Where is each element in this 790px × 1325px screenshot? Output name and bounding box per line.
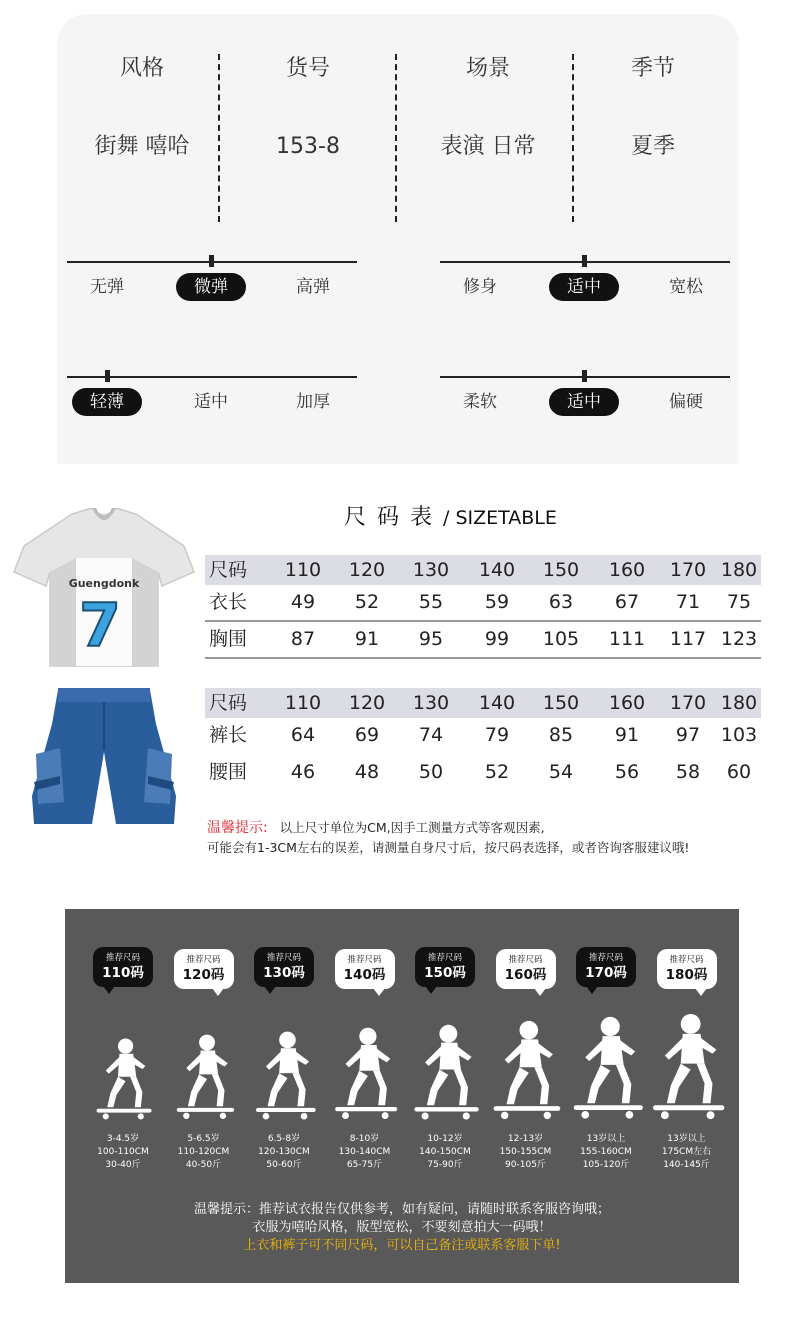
recommend-age: 6.5-8岁 <box>267 1134 301 1144</box>
size-recommend-info <box>325 1133 405 1172</box>
table-cell: 裤长 <box>208 724 247 746</box>
jersey-text: Guengdonk <box>68 577 140 590</box>
table-cell: 52 <box>484 761 510 783</box>
measurement-tip <box>207 818 767 858</box>
scale-option: 加厚 <box>296 392 330 412</box>
divider <box>572 54 574 222</box>
recommend-height: 175CM左右 <box>661 1147 712 1157</box>
table-cell: 63 <box>548 591 574 613</box>
bubble-tail <box>425 986 437 994</box>
divider <box>395 54 397 222</box>
recommend-height: 155-160CM <box>580 1147 632 1157</box>
recommend-height: 100-110CM <box>97 1147 149 1157</box>
table-cell: 55 <box>418 591 444 613</box>
table-header-cell: 170 <box>669 692 707 714</box>
shorts-image <box>30 684 178 832</box>
scale-option: 轻薄 <box>72 388 142 416</box>
bubble-tag: 推荐尺码 <box>266 953 301 963</box>
table-cell: 59 <box>484 591 510 613</box>
table-cell: 71 <box>675 591 701 613</box>
table-cell: 91 <box>354 628 380 650</box>
scale-marker <box>582 255 587 267</box>
bubble-tag: 推荐尺码 <box>588 953 623 963</box>
scale-option: 柔软 <box>463 392 497 412</box>
table-cell: 87 <box>290 628 316 650</box>
bubble-tag: 推荐尺码 <box>347 955 382 965</box>
attribute-value: 街舞 嘻哈 <box>94 134 190 159</box>
recommend-weight: 65-75斤 <box>346 1160 383 1170</box>
recommend-weight: 30-40斤 <box>105 1160 141 1170</box>
table-cell: 60 <box>726 761 752 783</box>
recommend-note-line: 温馨提示：推荐试衣报告仅供参考，如有疑问，请随时联系客服咨询哦； <box>193 1202 610 1217</box>
recommend-weight: 75-90斤 <box>427 1160 463 1170</box>
table-cell: 99 <box>484 628 510 650</box>
bubble-tail <box>212 988 224 996</box>
bubble-tail <box>695 988 707 996</box>
recommend-age: 5-6.5岁 <box>187 1134 220 1144</box>
table-cell: 117 <box>669 628 707 650</box>
table-row <box>205 718 761 755</box>
skateboarder-silhouette-icon <box>330 1026 399 1121</box>
recommend-height: 130-140CM <box>338 1147 391 1157</box>
size-table-title <box>344 500 557 531</box>
recommend-weight: 50-60斤 <box>266 1160 302 1170</box>
table-cell: 95 <box>418 628 444 650</box>
softness-scale <box>440 376 730 426</box>
table-header-cell: 120 <box>348 692 386 714</box>
table-cell: 50 <box>418 761 444 783</box>
scale-option: 修身 <box>463 277 497 297</box>
recommend-height: 140-150CM <box>419 1147 471 1157</box>
attribute-season <box>568 54 738 162</box>
bubble-tail <box>373 988 385 996</box>
elasticity-scale <box>67 261 357 311</box>
table-cell: 105 <box>542 628 580 650</box>
attribute-label: 场景 <box>465 56 510 81</box>
table-header-cell: 尺码 <box>208 692 247 714</box>
skateboarder-silhouette-icon <box>251 1030 317 1121</box>
size-recommend-info <box>566 1133 646 1172</box>
scale-line <box>67 376 357 378</box>
bubble-tag: 推荐尺码 <box>669 955 704 965</box>
table-cell: 85 <box>548 724 574 746</box>
scale-option: 适中 <box>194 392 228 412</box>
recommend-weight: 40-50斤 <box>185 1160 222 1170</box>
skateboarder-silhouette-icon <box>172 1033 236 1121</box>
size-recommend-info <box>405 1133 485 1172</box>
table-header-cell: 110 <box>284 692 322 714</box>
size-recommend-bubble <box>254 947 314 987</box>
bubble-size: 160码 <box>504 967 547 983</box>
skateboarder-silhouette-icon <box>647 1012 726 1121</box>
table-header-cell: 180 <box>720 559 758 581</box>
table-cell: 49 <box>290 591 316 613</box>
scale-option: 适中 <box>549 273 619 301</box>
size-recommend-bubble <box>335 949 395 989</box>
table-header-cell: 150 <box>542 692 580 714</box>
attribute-item-number <box>223 54 393 162</box>
bubble-tag: 推荐尺码 <box>105 953 140 963</box>
bubble-tail <box>586 986 598 994</box>
size-recommend-info <box>164 1133 244 1172</box>
tip-line-2: 可能会有1-3CM左右的误差，请测量自身尺寸后，按尺码表选择，或者咨询客服建议哦! <box>207 840 690 855</box>
table-header-cell: 130 <box>412 559 450 581</box>
table-header-cell: 180 <box>720 692 758 714</box>
bubble-size: 150码 <box>424 965 466 981</box>
bubble-tag: 推荐尺码 <box>186 955 221 965</box>
size-recommend-bubble <box>496 949 556 989</box>
scale-option: 无弹 <box>90 277 124 297</box>
tip-text: 以上尺寸单位为CM,因手工测量方式等客观因素, <box>279 820 545 835</box>
fit-scale <box>440 261 730 311</box>
tip-label: 温馨提示: <box>207 820 268 836</box>
attribute-value: 153-8 <box>276 134 340 159</box>
bottom-size-table <box>205 688 761 790</box>
table-cell: 64 <box>290 724 316 746</box>
recommend-height: 110-120CM <box>177 1147 230 1157</box>
tip-line-1 <box>207 818 767 838</box>
table-header-cell: 130 <box>412 692 450 714</box>
attribute-style <box>57 54 227 162</box>
table-cell: 衣长 <box>208 591 247 613</box>
attribute-value: 夏季 <box>630 134 675 159</box>
table-cell: 91 <box>614 724 640 746</box>
scale-option: 高弹 <box>296 277 330 297</box>
recommend-age: 12-13岁 <box>507 1134 544 1144</box>
bubble-size: 140码 <box>343 967 386 983</box>
size-recommend-info <box>486 1133 566 1172</box>
size-recommend-bubble <box>657 949 717 989</box>
scale-marker <box>582 370 587 382</box>
thickness-scale <box>67 376 357 426</box>
table-header-cell: 140 <box>478 559 516 581</box>
table-header-cell: 110 <box>284 559 322 581</box>
table-row <box>205 622 761 659</box>
table-cell: 56 <box>614 761 640 783</box>
scale-option: 微弹 <box>176 273 246 301</box>
skateboarder-silhouette-icon <box>568 1015 645 1121</box>
table-header-cell: 150 <box>542 559 580 581</box>
scale-option: 宽松 <box>669 277 703 297</box>
bubble-size: 110码 <box>102 965 144 981</box>
attribute-grid <box>57 54 739 239</box>
scale-marker <box>209 255 214 267</box>
bubble-tail <box>103 986 115 994</box>
table-cell: 67 <box>614 591 640 613</box>
skateboarder-silhouette-icon <box>92 1037 153 1121</box>
bubble-size: 170码 <box>585 965 627 981</box>
table-header-cell: 140 <box>478 692 516 714</box>
attribute-scene <box>403 54 573 162</box>
size-recommend-bubble <box>576 947 636 987</box>
size-recommend-bubble <box>415 947 475 987</box>
recommend-age: 13岁以上 <box>667 1134 706 1144</box>
recommend-note-warning: 上衣和裤子可不同尺码，可以自己备注或联系客服下单! <box>243 1238 561 1253</box>
bubble-tail <box>264 986 276 994</box>
recommend-weight: 90-105斤 <box>505 1160 546 1170</box>
table-cell: 97 <box>675 724 701 746</box>
top-size-table <box>205 555 761 659</box>
recommend-age: 8-10岁 <box>349 1134 380 1144</box>
divider <box>218 54 220 222</box>
recommend-height: 120-130CM <box>258 1147 310 1157</box>
recommended-size-panel <box>65 909 739 1283</box>
recommend-age: 10-12岁 <box>427 1134 463 1144</box>
table-cell: 75 <box>726 591 752 613</box>
table-cell: 46 <box>290 761 316 783</box>
size-title-cn: 尺 码 表 <box>344 505 434 530</box>
recommend-age: 13岁以上 <box>586 1134 626 1144</box>
bubble-tag: 推荐尺码 <box>427 953 462 963</box>
attribute-label: 货号 <box>285 56 330 81</box>
table-header-cell: 尺码 <box>208 559 247 581</box>
table-cell: 111 <box>608 628 646 650</box>
table-header-row <box>205 555 761 585</box>
jersey-image <box>12 508 197 668</box>
attribute-label: 风格 <box>119 56 164 81</box>
table-row <box>205 755 761 790</box>
table-cell: 74 <box>418 724 444 746</box>
jersey-number: 7 <box>79 591 121 661</box>
bubble-tail <box>534 988 546 996</box>
table-cell: 54 <box>548 761 574 783</box>
table-cell: 胸围 <box>208 628 247 650</box>
size-recommend-bubble <box>93 947 153 987</box>
table-header-cell: 170 <box>669 559 707 581</box>
table-row <box>205 585 761 622</box>
recommend-height: 150-155CM <box>499 1147 552 1157</box>
table-header-cell: 160 <box>608 692 646 714</box>
recommend-weight: 140-145斤 <box>663 1160 710 1170</box>
size-title-en: / SIZETABLE <box>443 507 557 529</box>
size-recommend-info <box>647 1133 727 1172</box>
product-attributes-card <box>57 14 739 464</box>
table-cell: 103 <box>720 724 758 746</box>
bubble-size: 120码 <box>182 967 225 983</box>
scale-marker <box>105 370 110 382</box>
recommend-weight: 105-120斤 <box>582 1160 630 1170</box>
table-cell: 123 <box>720 628 758 650</box>
scale-option: 偏硬 <box>669 392 703 412</box>
table-cell: 48 <box>354 761 380 783</box>
recommend-age: 3-4.5岁 <box>106 1134 140 1144</box>
table-header-row <box>205 688 761 718</box>
skateboarder-silhouette-icon <box>488 1019 562 1121</box>
attribute-value: 表演 日常 <box>440 134 536 159</box>
size-recommend-info <box>244 1133 324 1172</box>
table-cell: 79 <box>484 724 510 746</box>
bubble-size: 180码 <box>665 967 708 983</box>
scale-option: 适中 <box>549 388 619 416</box>
attribute-label: 季节 <box>630 56 675 81</box>
table-cell: 52 <box>354 591 380 613</box>
recommend-note <box>65 1201 739 1255</box>
table-cell: 腰围 <box>208 761 247 783</box>
table-cell: 69 <box>354 724 380 746</box>
table-cell: 58 <box>675 761 701 783</box>
size-recommend-info <box>83 1133 163 1172</box>
skateboarder-silhouette-icon <box>409 1023 481 1121</box>
table-header-cell: 120 <box>348 559 386 581</box>
bubble-size: 130码 <box>263 965 305 981</box>
size-recommend-bubble <box>174 949 234 989</box>
table-header-cell: 160 <box>608 559 646 581</box>
bubble-tag: 推荐尺码 <box>508 955 543 965</box>
recommend-note-line: 衣服为嘻哈风格，版型宽松，不要刻意拍大一码哦！ <box>252 1220 552 1235</box>
